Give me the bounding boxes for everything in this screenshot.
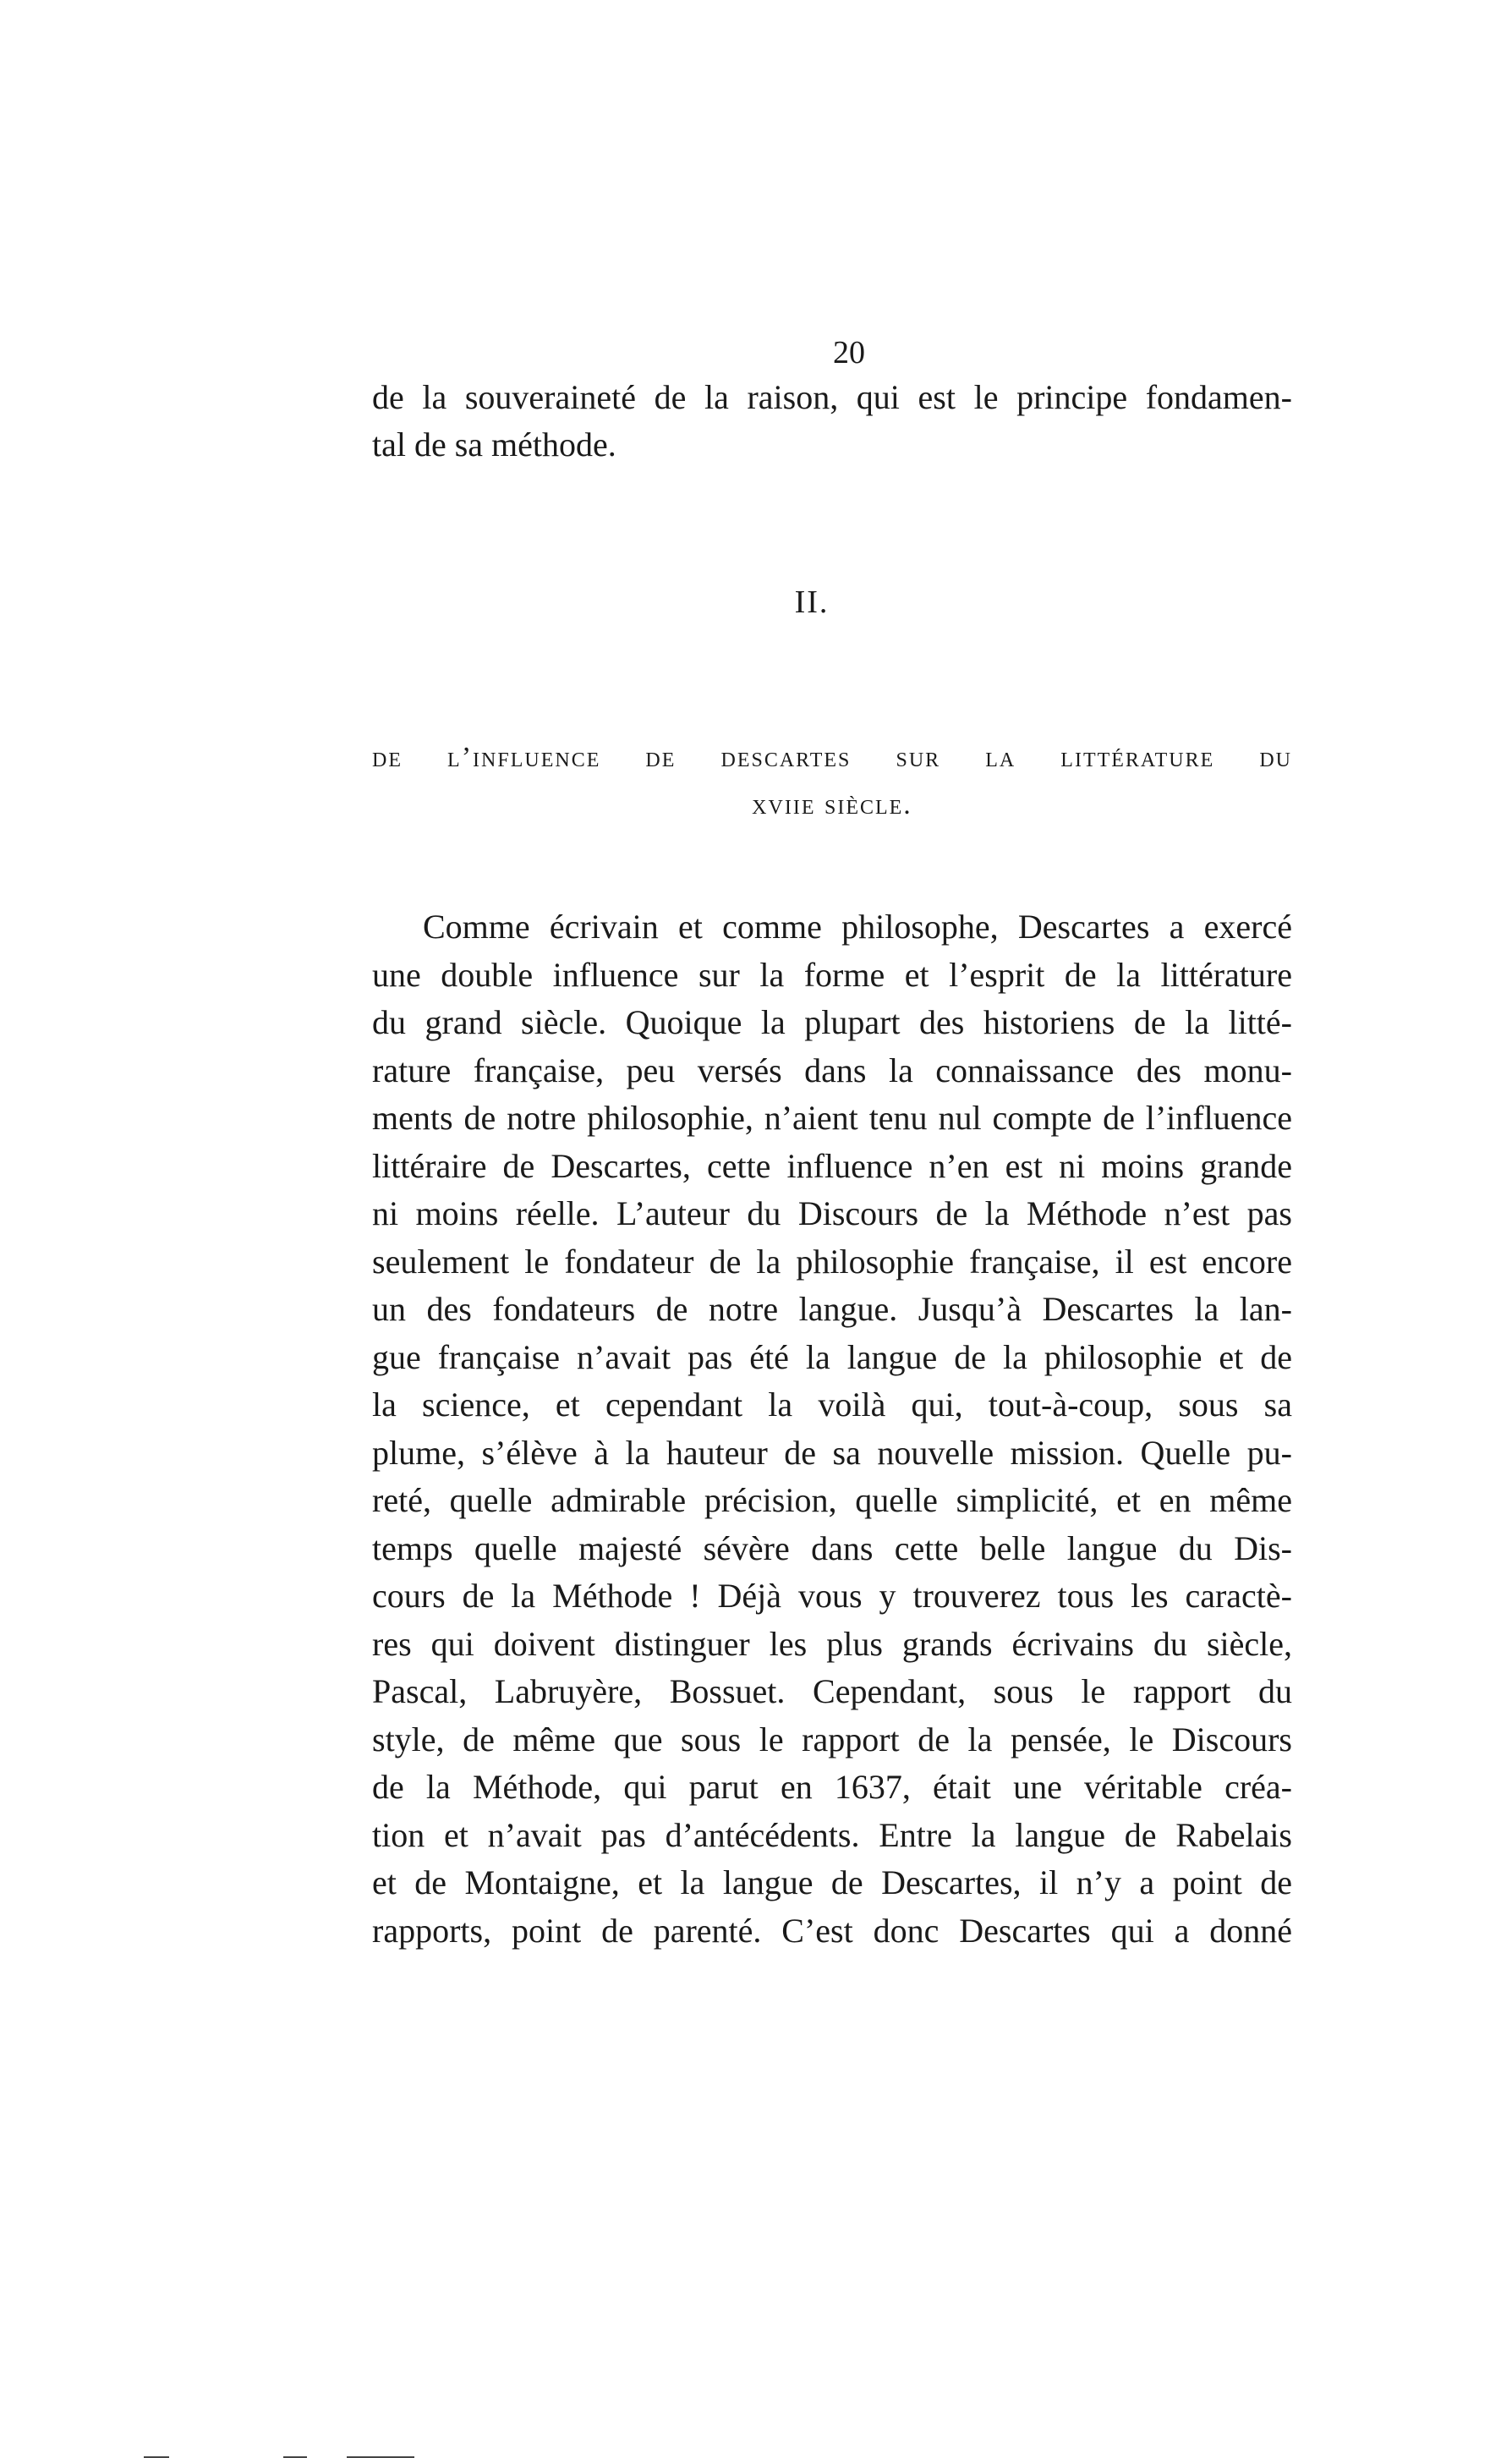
text-line: seulement le fondateur de la philosophie française, il est encore [372,1242,1292,1281]
text-line: de la Méthode, qui parut en 1637, était une véritable créa- [372,1768,1292,1806]
text-line: res qui doivent distinguer les plus grands écrivains du siècle, [372,1624,1292,1663]
text-line: la science, et cependant la voilà qui, tout-à-coup, sous sa [372,1385,1292,1424]
text-line: Pascal, Labruyère, Bossuet. Cependant, sous le rapport du [372,1672,1292,1710]
text-line: Comme écrivain et comme philosophe, Descartes a exercé [423,908,1292,946]
section-title-line: xviie siècle. [752,789,912,820]
text-line: rature française, peu versés dans la connaissance des monu- [372,1051,1292,1089]
section-title-line: de l’influence de descartes sur la littérature du [372,742,1292,773]
text-line: du grand siècle. Quoique la plupart des historiens de la litté- [372,1003,1292,1041]
text-line: tion et n’avait pas d’antécédents. Entre la langue de Rabelais [372,1815,1292,1854]
text-line: cours de la Méthode ! Déjà vous y trouverez tous les caractè- [372,1577,1292,1615]
intro-paragraph [372,374,1292,469]
text-line: tal de sa méthode. [372,425,616,464]
text-line: un des fondateurs de notre langue. Jusqu’à Descartes la lan- [372,1290,1292,1328]
text-line: littéraire de Descartes, cette influence n’en est ni moins grande [372,1146,1292,1185]
section-title [372,734,1292,829]
body-paragraph [372,903,1292,1955]
text-line: ments de notre philosophie, n’aient tenu nul compte de l’influence [372,1099,1292,1137]
text-line: une double influence sur la forme et l’esprit de la littérature [372,955,1292,994]
text-line: reté, quelle admirable précision, quelle simplicité, et en même [372,1481,1292,1519]
text-line: rapports, point de parenté. C’est donc Descartes qui a donné [372,1911,1292,1950]
text-line: ni moins réelle. L’auteur du Discours de la Méthode n’est pas [372,1194,1292,1232]
text-line: et de Montaigne, et la langue de Descartes, il n’y a point de [372,1863,1292,1901]
section-number: II. [794,584,830,620]
text-line: style, de même que sous le rapport de la pensée, le Discours [372,1720,1292,1758]
text-line: de la souveraineté de la raison, qui est le principe fondamen- [372,378,1292,416]
text-line: temps quelle majesté sévère dans cette belle langue du Dis- [372,1528,1292,1567]
text-line: plume, s’élève à la hauteur de sa nouvelle mission. Quelle pu- [372,1433,1292,1472]
text-line: gue française n’avait pas été la langue de la philosophie et de [372,1337,1292,1376]
page-number: 20 [833,335,865,370]
